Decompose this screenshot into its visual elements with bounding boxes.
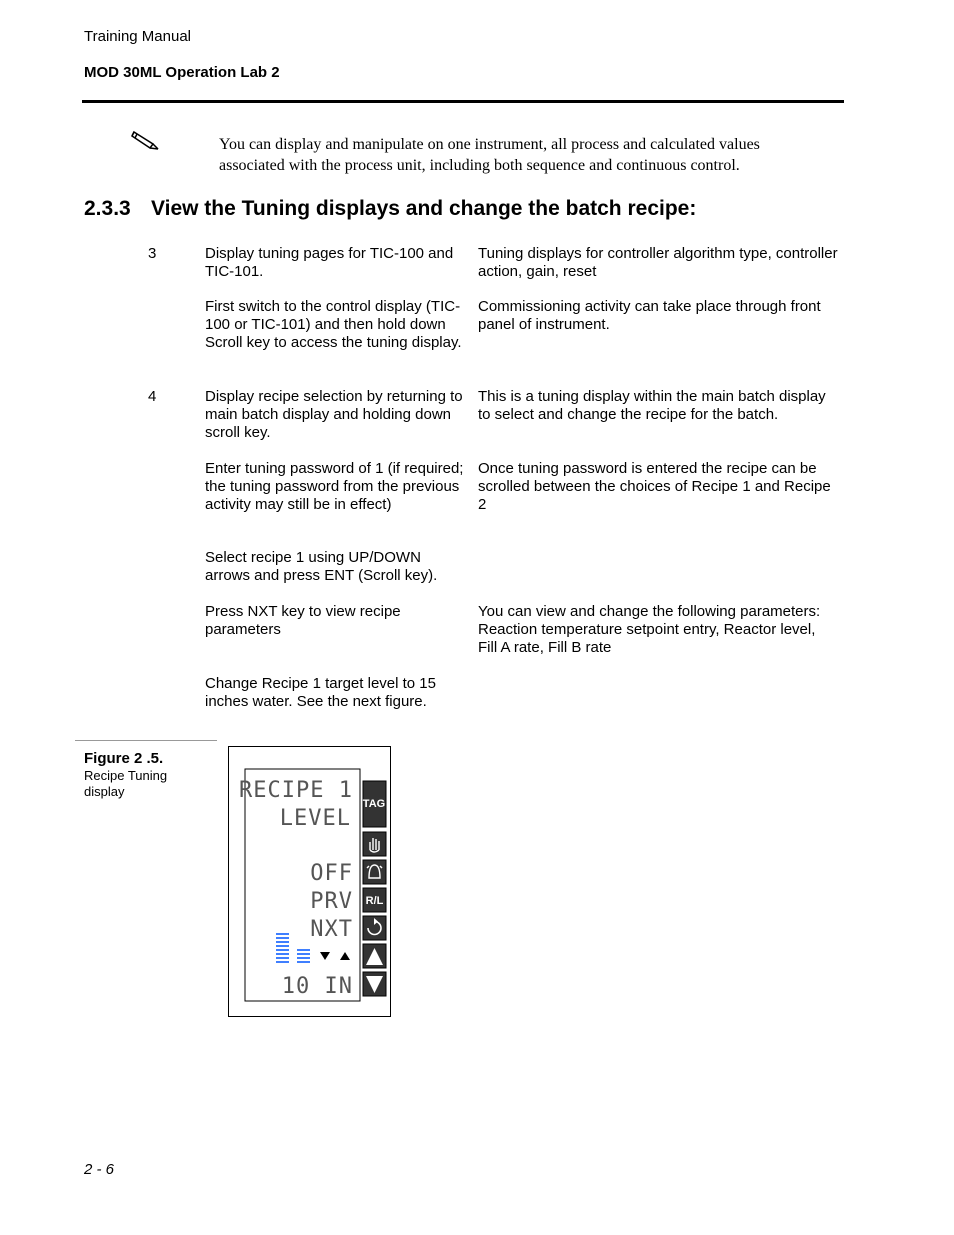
step-result: Tuning displays for controller algorithm type, controller action, gain, reset [478, 245, 838, 280]
bargraph-segment [276, 937, 289, 939]
step-action: Press NXT key to view recipe parameters [205, 603, 401, 638]
instrument-faceplate [228, 746, 391, 1017]
header-rule [82, 100, 844, 103]
tag-key-label: TAG [362, 798, 386, 810]
bargraph-segment [276, 957, 289, 959]
step-action: Change Recipe 1 target level to 15 inches water. See the next figure. [205, 675, 436, 710]
faceplate-drawing [229, 747, 390, 1016]
step-result: Once tuning password is entered the recipe can be scrolled between the choices of Recipe 1 and Recipe 2 [478, 460, 831, 513]
step-result: Commissioning activity can take place through front panel of instrument. [478, 298, 821, 333]
step-number: 3 [148, 245, 157, 262]
bargraph-segment [276, 953, 289, 955]
step-action: Display recipe selection by returning to main batch display and holding down scroll key. [205, 388, 463, 441]
bargraph-segment [276, 961, 289, 963]
step-result: You can view and change the following parameters: Reaction temperature setpoint entry, Reactor level, Fill A rate, Fill B rate [478, 603, 821, 656]
bargraph-segment [276, 945, 289, 947]
bargraph-segment [297, 953, 310, 955]
section-heading [84, 197, 696, 221]
section-title: View the Tuning displays and change the batch recipe: [151, 197, 697, 220]
lcd-menu-off: OFF [310, 861, 353, 886]
step-action: First switch to the control display (TIC-100 or TIC-101) and then hold down Scroll key to access the tuning display. [205, 298, 462, 351]
pencil-note-icon [131, 128, 161, 150]
step-action: Enter tuning password of 1 (if required; the tuning password from the previous activity may still be in effect) [205, 460, 464, 513]
page-number: 2 - 6 [84, 1161, 115, 1178]
bargraph-segment [297, 949, 310, 951]
note-text: You can display and manipulate on one instrument, all process and calculated values associated with the process unit, including both sequence and continuous control. [219, 136, 760, 174]
step-number: 4 [148, 388, 157, 405]
step-action: Select recipe 1 using UP/DOWN arrows and press ENT (Scroll key). [205, 549, 438, 584]
lcd-menu-nxt: NXT [310, 917, 353, 942]
figure-caption: Recipe Tuning display [84, 768, 168, 799]
lcd-value: 10 IN [281, 974, 353, 999]
bargraph-segment [276, 941, 289, 943]
bargraph-segment [297, 961, 310, 963]
header-title: Training Manual [84, 28, 191, 45]
lcd-menu-prv: PRV [310, 889, 353, 914]
lcd-line-recipe: RECIPE 1 [239, 778, 353, 803]
rl-key-label: R/L [365, 895, 384, 907]
step-result: This is a tuning display within the main batch display to select and change the recipe for the batch. [478, 388, 826, 423]
bargraph-segment [297, 957, 310, 959]
figure-label: Figure 2 .5. [84, 750, 164, 767]
section-number: 2.3.3 [84, 197, 131, 220]
bargraph-segment [276, 949, 289, 951]
lcd-line-level: LEVEL [279, 806, 351, 831]
figure-rule [75, 740, 217, 741]
bargraph-segment [276, 933, 289, 935]
step-action: Display tuning pages for TIC-100 and TIC-101. [205, 245, 454, 280]
alarm-key [363, 860, 386, 884]
header-subtitle: MOD 30ML Operation Lab 2 [84, 64, 280, 81]
